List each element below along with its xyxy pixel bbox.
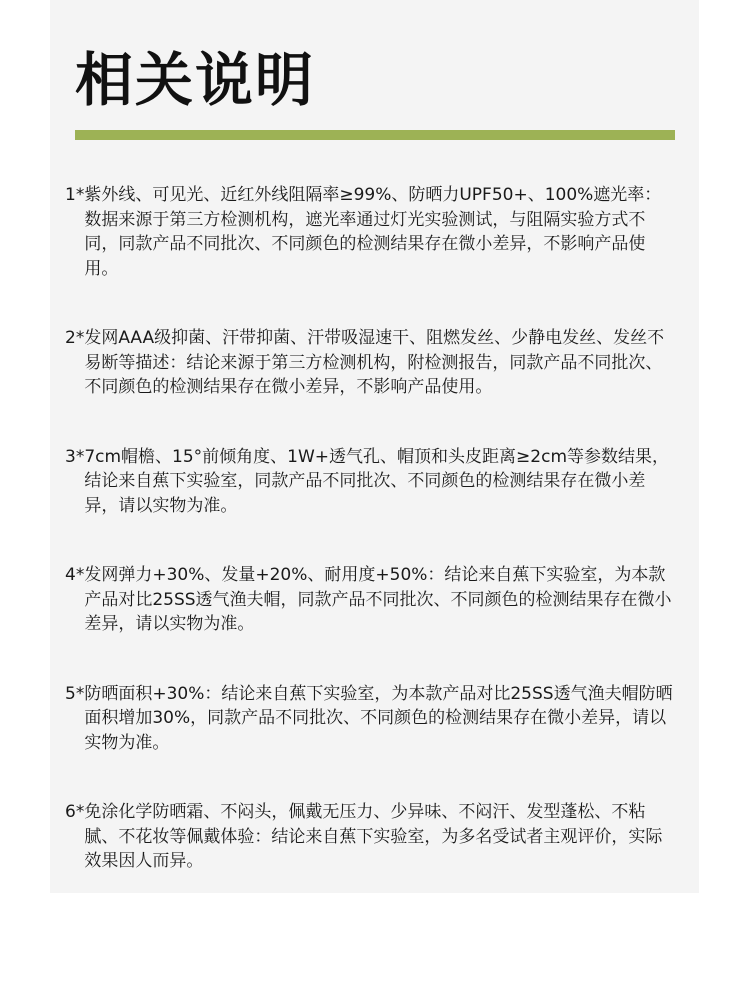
note-marker: 6* [65,802,85,822]
note-item-2 [65,326,675,400]
note-item-5 [65,682,675,756]
note-item-1 [65,183,675,281]
note-marker: 2* [65,328,85,348]
page-title: 相关说明 [75,46,316,114]
note-item-6 [65,800,675,874]
note-text: 发网AAA级抑菌、汗带抑菌、汗带吸湿速干、阻燃发丝、少静电发丝、发丝不易断等描述：结论来源于第三方检测机构，附检测报告，同款产品不同批次、不同颜色的检测结果存在微小差异，不影响产品使用。 [84,328,665,397]
note-item-4 [65,563,675,637]
note-item-3 [65,445,675,519]
note-marker: 3* [65,446,85,467]
note-text: 防晒面积+30%：结论来自蕉下实验室，为本款产品对比25SS透气渔夫帽防晒面积增加30%，同款产品不同批次、不同颜色的检测结果存在微小差异，请以实物为准。 [84,683,673,753]
note-marker: 4* [65,565,85,585]
note-marker: 1* [65,185,85,205]
note-text: 7cm帽檐、15°前倾角度、1W+透气孔、帽顶和头皮距离≥2cm等参数结果，结论来自蕉下实验室，同款产品不同批次、不同颜色的检测结果存在微小差异，请以实物为准。 [84,446,670,516]
note-text: 发网弹力+30%、发量+20%、耐用度+50%：结论来自蕉下实验室，为本款产品对比25SS透气渔夫帽，同款产品不同批次、不同颜色的检测结果存在微小差异，请以实物为准。 [84,565,672,634]
note-marker: 5* [65,683,85,704]
note-text: 免涂化学防晒霜、不闷头，佩戴无压力、少异味、不闷汗、发型蓬松、不粘腻、不花妆等佩戴体验：结论来自蕉下实验室，为多名受试者主观评价，实际效果因人而异。 [84,802,663,871]
title-divider [75,130,675,140]
notes-list [65,183,675,919]
note-text: 紫外线、可见光、近红外线阻隔率≥99%、防晒力UPF50+、100%遮光率：数据来源于第三方检测机构，遮光率通过灯光实验测试，与阻隔实验方式不同，同款产品不同批次、不同颜色的检测结果存在微小差异，不影响产品使用。 [84,185,662,279]
